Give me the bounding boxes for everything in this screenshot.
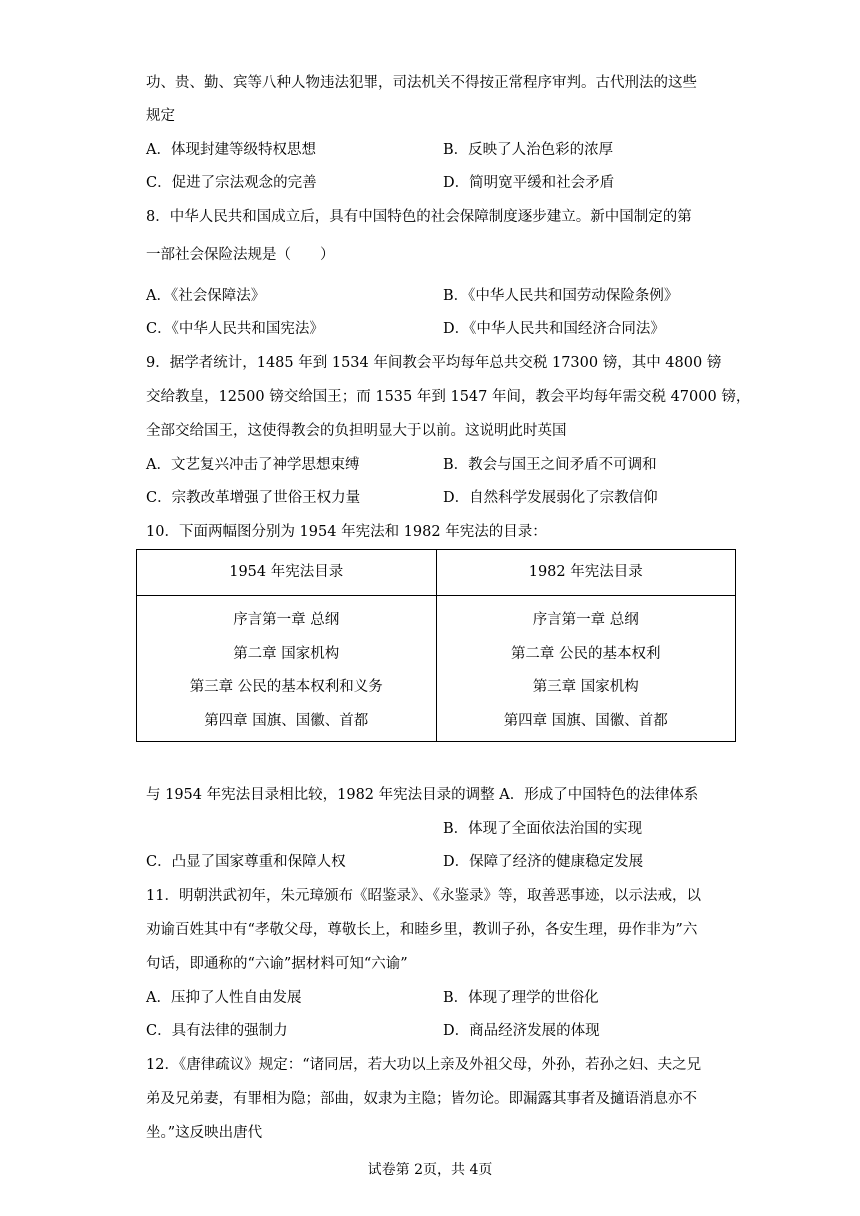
q9-stem-line3: 全部交给国王，这使得教会的负担明显大于以前。这说明此时英国 (146, 423, 567, 439)
q7-stem-line2: 规定 (146, 108, 175, 124)
table-cell: 序言第一章 总纲 (532, 612, 639, 628)
table-cell: 第三章 国家机构 (532, 679, 639, 695)
q10-option-d: D．保障了经济的健康稳定发展 (443, 854, 644, 870)
q11-stem-line1: 11．明朝洪武初年，朱元璋颁布《昭鉴录》、《永鉴录》等，取善恶事迹，以示法戒，以 (146, 888, 701, 904)
constitution-contents-table (136, 549, 736, 742)
table-cell: 第三章 公民的基本权利和义务 (189, 679, 383, 695)
q12-stem-line1: 12．《唐律疏议》规定：“诸同居，若大功以上亲及外祖父母，外孙，若孙之妇、夫之兄 (146, 1057, 702, 1073)
table-header-1982: 1982 年宪法目录 (436, 550, 736, 596)
table-header-1954: 1954 年宪法目录 (137, 550, 437, 596)
q9-option-a: A．文艺复兴冲击了神学思想束缚 (146, 457, 360, 473)
q9-option-c: C．宗教改革增强了世俗王权力量 (146, 490, 361, 506)
q11-option-d: D．商品经济发展的体现 (443, 1023, 600, 1039)
q8-stem-line1: 8．中华人民共和国成立后，具有中国特色的社会保障制度逐步建立。新中国制定的第 (146, 209, 692, 225)
q11-option-b: B．体现了理学的世俗化 (443, 990, 599, 1006)
page-footer: 试卷第 2页，共 4页 (367, 1162, 493, 1178)
q11-stem-line2: 劝谕百姓其中有“孝敬父母，尊敬长上，和睦乡里，教训子孙，各安生理，毋作非为”六 (146, 922, 698, 938)
q9-option-b: B．教会与国王之间矛盾不可调和 (443, 457, 657, 473)
table-cell: 第二章 国家机构 (233, 645, 340, 662)
q7-option-a: A．体现封建等级特权思想 (146, 142, 316, 158)
q12-stem-line2: 弟及兄弟妻，有罪相为隐；部曲，奴隶为主隐；皆勿论。即漏露其事者及擿语消息亦不 (146, 1091, 697, 1107)
q9-stem-line1: 9．据学者统计，1485 年到 1534 年间教会平均每年总共交税 17300 镑，其中 4800 镑 (146, 355, 722, 371)
q11-option-a: A．压抑了人性自由发展 (146, 990, 302, 1006)
q12-stem-line3: 坐。”这反映出唐代 (146, 1125, 263, 1141)
q7-stem-line1: 功、贵、勤、宾等八种人物违法犯罪，司法机关不得按正常程序审判。古代刑法的这些 (146, 75, 697, 91)
q10-option-c: C．凸显了国家尊重和保障人权 (146, 854, 346, 870)
q7-option-b: B．反映了人治色彩的浓厚 (443, 142, 614, 158)
q10-stem-line1: 10．下面两幅图分别为 1954 年宪法和 1982 年宪法的目录： (146, 524, 547, 540)
table-col-1982 (436, 596, 736, 742)
q9-stem-line2: 交给教皇，12500 镑交给国王；而 1535 年到 1547 年间，教会平均每年需交税 47000 镑， (146, 389, 751, 405)
table-col-1954 (137, 596, 437, 742)
q7-option-c: C．促进了宗法观念的完善 (146, 175, 317, 191)
q8-option-b: B．《中华人民共和国劳动保险条例》 (443, 288, 679, 304)
q7-option-d: D．简明宽平缓和社会矛盾 (443, 175, 615, 191)
q10-option-b: B．体现了全面依法治国的实现 (443, 821, 643, 837)
q8-stem-line2: 一部社会保险法规是（ ） (146, 247, 335, 263)
table-cell: 第二章 公民的基本权利 (510, 645, 661, 662)
table-cell: 第四章 国旗、国徽、首都 (204, 712, 369, 729)
q10-stem-after: 与 1954 年宪法目录相比较，1982 年宪法目录的调整 A．形成了中国特色的法律体系 (146, 787, 699, 803)
table-cell: 序言第一章 总纲 (233, 612, 340, 628)
q8-option-a: A．《社会保障法》 (146, 288, 266, 304)
table-cell: 第四章 国旗、国徽、首都 (503, 712, 668, 729)
q11-stem-line3: 句话，即通称的“六谕”据材料可知“六谕” (146, 956, 408, 972)
q11-option-c: C．具有法律的强制力 (146, 1023, 288, 1039)
q8-option-c: C．《中华人民共和国宪法》 (146, 321, 324, 337)
q8-option-d: D．《中华人民共和国经济合同法》 (443, 321, 665, 337)
q9-option-d: D．自然科学发展弱化了宗教信仰 (443, 490, 658, 506)
